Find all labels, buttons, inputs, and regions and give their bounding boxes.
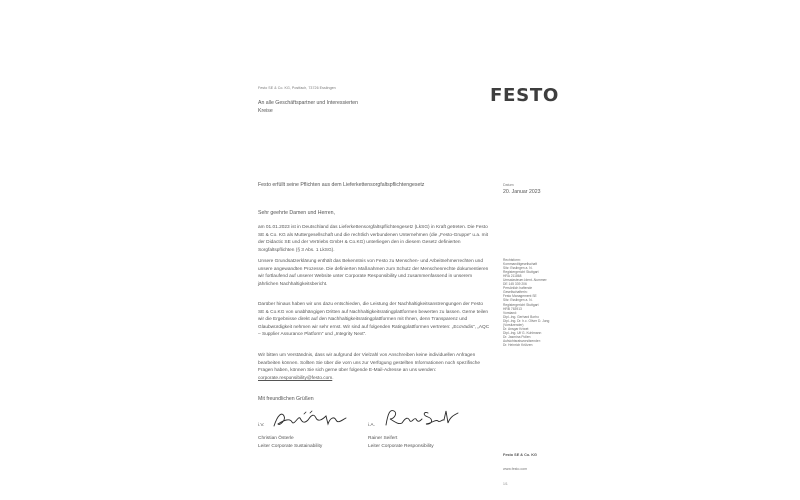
legal-info-line: Gesellschafterin: — [503, 290, 528, 295]
contact-text: Wir bitten um Verständnis, dass wir aufgrund der Vielzahl von Anschreiben keine individuellen Anfragen bearbeiten können. Sollten Sie über die vorn uns zur Verfügung gestellten Informationen noch spezifische Fragen haben, können Sie sich gerne über folgende E-Mail-Adresse an uns wenden: — [258, 353, 481, 373]
legal-info-line: Registergericht Stuttgart — [503, 302, 539, 307]
legal-info-line: Dr. Ansgar Kriwet — [503, 326, 529, 331]
legal-info-line: Aufsichtsratsvorsitzender: — [503, 338, 541, 343]
recipient-line-1: An alle Geschäftspartner und Interessierten — [258, 100, 359, 106]
recipient-line-2: Kreise — [258, 108, 273, 115]
signatory-right-name: Rainer Seifert — [368, 436, 398, 441]
closing: Mit freundlichen Grüßen — [258, 396, 314, 402]
footer-website[interactable]: www.festo.com — [503, 467, 528, 471]
page-number: 1/1 — [503, 482, 508, 486]
legal-info-line: Sitz: Esslingen a. N. — [503, 298, 533, 303]
paragraph-rating-platforms: Darüber hinaus haben wir uns dazu entschieden, die Leistung der Nachhaltigkeitsanstrengungen der Festo SE & Co.KG von unabhängigen Dritten auf Nachhaltigkeitsratingplattformen bewerten zu lassen. Gerne teilen wir die Ergebnisse direkt auf den Nachhaltigkeitsratingplattformen mit Ihnen, denn Transparenz und Glaubwürdigkeit nehmen wir sehr ernst. Wir sind auf folgenden Ratingplattformen vertreten: „EcoVadis“, „AQC – Supplier Assurance Platform“ und „Integrity Next“. — [258, 302, 490, 337]
legal-info-line: Dipl.-Ing. Gerhard Borho — [503, 314, 539, 319]
legal-info-line: HRA 211868 — [503, 274, 522, 279]
signatory-left-name: Christian Österle — [258, 436, 294, 441]
legal-info-line: Umsatzsteuer-Ident.-Nummer: — [503, 278, 548, 283]
legal-info-line: Rechtsform: — [503, 258, 521, 262]
festo-logo: FESTO — [490, 86, 559, 106]
legal-info-line: DE 145 339 206 — [503, 282, 527, 287]
legal-info-line: Dr. Heinrich Krützen — [503, 342, 533, 347]
legal-info-line: Dipl.-Ing. Ulf G. Kuhlmann — [503, 330, 542, 335]
legal-info-line: Sitz: Esslingen a. N. — [503, 266, 533, 271]
legal-info-line: (Vorsitzender) — [503, 322, 524, 327]
sender-address-line: Festo SE & Co. KG, Postfach, 73726 Esslingen — [258, 86, 336, 90]
date-value: 20. Januar 2023 — [503, 189, 541, 195]
date-label: Datum — [503, 183, 514, 187]
legal-info-line: Dipl.-Ing. Dr. h.c. Oliver D. Jung — [503, 318, 550, 323]
signature-left-image — [270, 408, 350, 430]
legal-info-line: Dr. Jasmina Pollen — [503, 334, 531, 339]
signatory-left-title: Leiter Corporate Sustainability — [258, 443, 323, 449]
legal-info-line: Festo Management SE — [503, 294, 537, 299]
paragraph-contact: Wir bitten um Verständnis, dass wir aufgrund der Vielzahl von Anschreiben keine individuellen Anfragen bearbeiten können. Sollten Sie über die vorn uns zur Verfügung gestellten Informationen noch spezifische Fragen haben, können Sie sich gerne über folgende E-Mail-Adresse an uns wenden: corporate.responsibility@festo.com. — [258, 353, 481, 381]
recipient-address — [258, 99, 358, 115]
signature-prefix-right: i.A. — [368, 423, 375, 428]
signatory-left — [258, 435, 322, 450]
legal-info-line: Kommanditgesellschaft — [503, 262, 538, 267]
legal-info-line: HRB 763913 — [503, 306, 522, 311]
legal-info-line: Registergericht Stuttgart — [503, 270, 539, 275]
legal-info-line: Vorstand: — [503, 310, 517, 315]
footer-company-name: Festo SE & Co. KG — [503, 453, 537, 457]
letter-subject: Festo erfüllt seine Pflichten aus dem Lieferkettensorgfaltspflichtengesetz — [258, 182, 425, 188]
signature-right-image — [382, 405, 462, 429]
company-legal-info — [503, 258, 549, 347]
signatory-right-title: Leiter Corporate Responsibility — [368, 443, 434, 449]
legal-info-line: Persönlich haftende — [503, 286, 533, 291]
paragraph-lksg: am 01.01.2023 ist in Deutschland das Lieferkettensorgfaltspflichtengesetz (LkSG) in Kraft getreten. Die Festo SE & Co. KG als Muttergesellschaft und die rechtlich verbundenen Unternehmen (die „Festo-Gruppe“ u.a. mit der Didactic SE und der Vertriebs GmbH & Co.KG) unterliegen den in diesem Gesetz definierten Sorgfaltspflichten (§ 3 Abs. 1 LkSG). — [258, 225, 488, 253]
contact-email-link[interactable]: corporate.responsibility@festo.com — [258, 375, 333, 381]
signatory-right — [368, 435, 434, 450]
paragraph-policy-statement: Unsere Grundsatzerklärung enthält das Bekenntnis von Festo zu Menschen- und Arbeitnehmerrechten und unsere angewandten Prozesse. Die definierten Maßnahmen zum Schutz der Menschenrechte dokumentieren wir fortlaufend auf unserer Website unter Corporate Responsibility und zusammenfassend in unserem jährlichen Nachhaltigkeitsbericht. — [258, 259, 489, 287]
salutation: Sehr geehrte Damen und Herren, — [258, 210, 335, 216]
signature-prefix-left: i.V. — [258, 423, 265, 428]
